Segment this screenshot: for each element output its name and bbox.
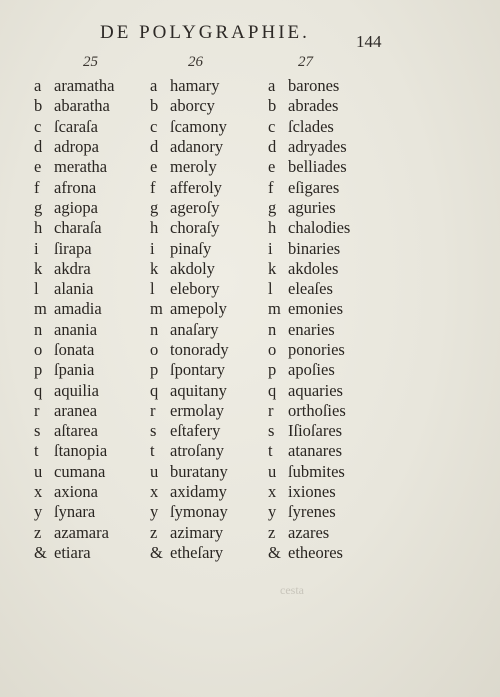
cipher-word: meroly [170,157,217,177]
cipher-row [268,76,398,96]
plain-letter: h [150,218,159,238]
cipher-word: aſtarea [54,421,98,441]
plain-letter: z [268,522,276,542]
cipher-word: meratha [54,157,108,177]
plain-letter: y [150,502,159,522]
cipher-word: ponories [288,340,345,359]
cipher-row [268,96,398,116]
cipher-row [268,320,398,340]
cipher-word: pinaſy [170,238,212,258]
cipher-word: ſynara [54,502,96,522]
cipher-row [34,218,164,238]
cipher-row [34,157,164,177]
plain-letter: g [268,197,277,217]
plain-letter: q [150,380,159,400]
plain-letter: & [268,542,281,562]
cipher-word: ſclades [288,116,334,136]
plain-letter: g [150,197,159,217]
plain-letter: k [268,258,277,278]
cipher-row [268,482,398,502]
plain-letter: y [268,502,277,522]
cipher-row [150,157,280,177]
plain-letter: u [34,461,43,481]
plain-letter: & [34,542,47,562]
cipher-word: axidamy [170,482,227,502]
cipher-word: azimary [170,522,224,542]
cipher-row [34,238,164,258]
cipher-word: ſirapa [54,238,92,258]
cipher-word: aramatha [54,76,115,96]
cipher-row [150,299,280,319]
cipher-word: aquilia [54,380,99,400]
cipher-word: alania [54,279,94,299]
cipher-row [34,380,164,400]
plain-letter: l [34,279,39,299]
cipher-row [34,137,164,157]
cipher-row [268,441,398,461]
cipher-row [34,299,164,319]
cipher-word: aquitany [170,380,227,400]
bleed-through-text: cesta [280,583,304,597]
cipher-word: tonorady [170,340,229,359]
cipher-word: ſubmites [288,461,345,481]
plain-letter: h [34,218,43,238]
cipher-word: binaries [288,238,341,258]
plain-letter: e [150,157,158,177]
plain-letter: q [34,380,43,400]
cipher-row [150,380,280,400]
cipher-column-25 [34,76,164,563]
plain-letter: e [268,157,276,177]
cipher-word: ermolay [170,400,225,420]
plain-letter: d [268,137,277,157]
cipher-column-27 [268,76,398,563]
cipher-row [150,543,280,563]
cipher-row [150,523,280,543]
cipher-row [34,340,164,360]
cipher-word: etiara [54,542,91,562]
cipher-row [150,462,280,482]
plain-letter: s [268,421,275,441]
plain-letter: p [268,360,277,380]
cipher-word: adryades [288,137,347,157]
cipher-word: akdoles [288,258,339,278]
cipher-word: ſcamony [170,116,227,136]
plain-letter: k [34,258,43,278]
plain-letter: a [34,76,42,96]
cipher-word: anania [54,319,98,339]
cipher-row [268,279,398,299]
cipher-word: hamary [170,76,220,96]
cipher-row [268,360,398,380]
plain-letter: g [34,197,43,217]
plain-letter: f [150,177,156,197]
cipher-word: abaratha [54,96,110,116]
cipher-row [34,177,164,197]
cipher-row [34,259,164,279]
plain-letter: f [34,177,40,197]
cipher-word: cumana [54,461,106,481]
plain-letter: b [268,96,277,116]
cipher-row [34,441,164,461]
cipher-row [150,421,280,441]
plain-letter: l [268,279,273,299]
cipher-row [150,218,280,238]
plain-letter: z [150,522,158,542]
plain-letter: i [34,238,39,258]
cipher-row [150,177,280,197]
cipher-word: aranea [54,400,98,420]
cipher-row [150,259,280,279]
cipher-row [34,279,164,299]
cipher-row [34,543,164,563]
plain-letter: d [150,137,159,157]
plain-letter: r [34,400,40,420]
plain-letter: l [150,279,155,299]
cipher-word: barones [288,76,340,96]
plain-letter: a [150,76,158,96]
cipher-word: ageroſy [170,197,220,217]
plain-letter: d [34,137,43,157]
cipher-word: eleaſes [288,279,333,299]
plain-letter: n [268,319,277,339]
cipher-row [268,401,398,421]
cipher-row [34,96,164,116]
cipher-word: azamara [54,522,109,542]
cipher-row [34,198,164,218]
cipher-word: azares [288,522,330,542]
cipher-word: ſpontary [170,360,225,380]
cipher-row [268,299,398,319]
cipher-row [268,177,398,197]
cipher-word: aborcy [170,96,215,116]
plain-letter: h [268,218,277,238]
cipher-word: aquaries [288,380,343,400]
plain-letter: o [150,340,159,359]
plain-letter: k [150,258,159,278]
cipher-word: agiopa [54,197,98,217]
cipher-word: abrades [288,96,339,116]
plain-letter: c [150,116,158,136]
cipher-word: amadia [54,299,102,319]
plain-letter: i [150,238,155,258]
plain-letter: s [34,421,41,441]
plain-letter: u [150,461,159,481]
cipher-row [34,401,164,421]
cipher-row [268,340,398,360]
plain-letter: y [34,502,43,522]
plain-letter: & [150,542,163,562]
plain-letter: x [268,482,277,502]
cipher-row [268,259,398,279]
plain-letter: m [150,299,163,319]
plain-letter: c [268,116,276,136]
plain-letter: c [34,116,42,136]
cipher-row [268,421,398,441]
cipher-word: eſtafery [170,421,221,441]
cipher-word: Iſioſares [288,421,343,441]
cipher-word: aguries [288,197,336,217]
cipher-column-26 [150,76,280,563]
plain-letter: o [34,340,43,359]
cipher-word: ſyrenes [288,502,336,522]
plain-letter: t [34,441,39,461]
cipher-word: chalodies [288,218,351,238]
column-number-27: 27 [298,54,313,70]
plain-letter: p [150,360,159,380]
cipher-word: choraſy [170,218,220,238]
cipher-word: anaſary [170,319,219,339]
cipher-row [34,76,164,96]
plain-letter: r [150,400,156,420]
plain-letter: z [34,522,42,542]
cipher-row [150,502,280,522]
plain-letter: s [150,421,157,441]
plain-letter: f [268,177,274,197]
column-number-25: 25 [83,54,98,70]
plain-letter: u [268,461,277,481]
cipher-word: charaſa [54,218,102,238]
cipher-word: eſigares [288,177,340,197]
cipher-row [268,117,398,137]
plain-letter: e [34,157,42,177]
cipher-row [150,198,280,218]
cipher-row [150,482,280,502]
cipher-word: etheores [288,542,343,562]
cipher-row [150,441,280,461]
running-head: DE POLYGRAPHIE. [100,22,310,43]
cipher-row [34,502,164,522]
cipher-row [34,462,164,482]
plain-letter: n [34,319,43,339]
cipher-row [34,523,164,543]
cipher-row [150,76,280,96]
cipher-row [268,218,398,238]
cipher-word: orthoſies [288,400,346,420]
cipher-word: adropa [54,137,99,157]
cipher-word: akdoly [170,258,215,278]
cipher-row [150,238,280,258]
cipher-word: atroſany [170,441,225,461]
plain-letter: q [268,380,277,400]
cipher-row [268,137,398,157]
page-number: 144 [356,32,382,51]
cipher-row [150,360,280,380]
column-number-26: 26 [188,54,203,70]
cipher-word: atanares [288,441,343,461]
cipher-row [268,380,398,400]
cipher-row [150,117,280,137]
plain-letter: x [34,482,43,502]
plain-letter: m [34,299,47,319]
cipher-row [34,421,164,441]
cipher-row [268,157,398,177]
cipher-row [150,96,280,116]
cipher-row [268,543,398,563]
plain-letter: r [268,400,274,420]
cipher-row [150,279,280,299]
cipher-word: ſpania [54,360,95,380]
cipher-word: belliades [288,157,347,177]
plain-letter: x [150,482,159,502]
cipher-row [268,198,398,218]
plain-letter: t [268,441,273,461]
cipher-word: elebory [170,279,220,299]
plain-letter: a [268,76,276,96]
cipher-row [34,117,164,137]
cipher-word: enaries [288,319,335,339]
plain-letter: p [34,360,43,380]
cipher-row [34,360,164,380]
cipher-row [268,502,398,522]
cipher-word: ixiones [288,482,336,502]
cipher-word: ſymonay [170,502,228,522]
cipher-row [268,238,398,258]
cipher-row [150,137,280,157]
plain-letter: o [268,340,277,359]
plain-letter: b [34,96,43,116]
cipher-word: buratany [170,461,228,481]
plain-letter: i [268,238,273,258]
cipher-row [34,482,164,502]
cipher-word: ſonata [54,340,95,359]
cipher-row [150,401,280,421]
cipher-word: adanory [170,137,224,157]
cipher-row [268,523,398,543]
cipher-word: apoſies [288,360,335,380]
cipher-row [268,462,398,482]
cipher-word: axiona [54,482,98,502]
cipher-word: ſtanopia [54,441,108,461]
cipher-word: akdra [54,258,91,278]
cipher-word: etheſary [170,542,224,562]
cipher-row [150,340,280,360]
cipher-word: afferoly [170,177,222,197]
cipher-row [150,320,280,340]
cipher-word: ſcaraſa [54,116,98,136]
plain-letter: t [150,441,155,461]
cipher-word: afrona [54,177,97,197]
cipher-word: emonies [288,299,343,319]
plain-letter: m [268,299,281,319]
plain-letter: b [150,96,159,116]
plain-letter: n [150,319,159,339]
cipher-word: amepoly [170,299,227,319]
cipher-row [34,320,164,340]
